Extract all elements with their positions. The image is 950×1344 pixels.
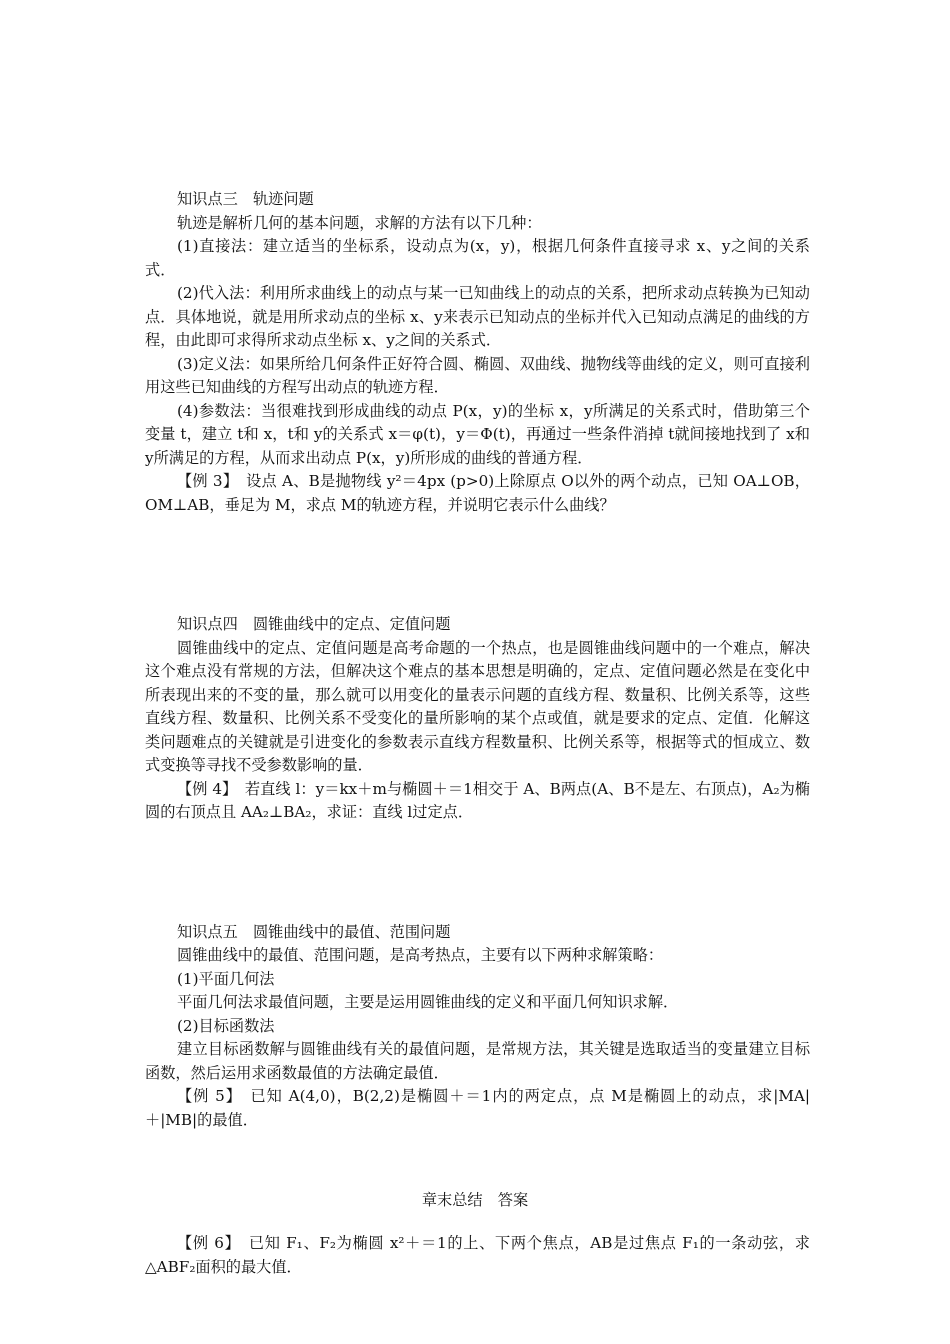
- strategy-2-title: (2)目标函数法: [177, 1016, 275, 1035]
- example-4: 【例 4】 若直线 l：y＝kx＋m与椭圆＋＝1相交于 A、B两点(A、B不是左、右顶点)，A₂为椭圆的右顶点且 AA₂⊥BA₂，求证：直线 l过定点．: [145, 779, 810, 821]
- strategy-2-body: 建立目标函数解与圆锥曲线有关的最值问题，是常规方法，其关键是选取适当的变量建立目标函数，然后运用求函数最值的方法确定最值．: [145, 1040, 810, 1082]
- section-4-body: 圆锥曲线中的定点、定值问题是高考命题的一个热点，也是圆锥曲线问题中的一个难点，解决这个难点没有常规的方法，但解决这个难点的基本思想是明确的，定点、定值问题必然是在变化中所表现出来的不变的量，那么就可以用变化的量表示问题的直线方程、数量积、比例关系等，这些直线方程、数量积、比例关系不受变化的量所影响的某个点或值，就是要求的定点、定值．化解这类问题难点的关键就是引进变化的参数表示直线方程数量积、比例关系等，根据等式的恒成立、数式变换等寻找不受参数影响的量．: [145, 638, 810, 774]
- method-direct: (1)直接法：建立适当的坐标系，设动点为(x，y)，根据几何条件直接寻求 x、y之间的关系式．: [145, 237, 810, 279]
- strategy-1-body: 平面几何法求最值问题，主要是运用圆锥曲线的定义和平面几何知识求解．: [177, 993, 679, 1011]
- example-3: 【例 3】 设点 A、B是抛物线 y²＝4px (p>0)上除原点 O以外的两个动点，已知 OA⊥OB，OM⊥AB，垂足为 M，求点 M的轨迹方程，并说明它表示什么曲线？: [145, 472, 810, 514]
- method-definition: (3)定义法：如果所给几何条件正好符合圆、椭圆、双曲线、抛物线等曲线的定义，则可直接利用这些已知曲线的方程写出动点的轨迹方程．: [145, 354, 810, 396]
- document-body: [145, 188, 810, 1279]
- section-3-intro: 轨迹是解析几何的基本问题，求解的方法有以下几种：: [177, 213, 542, 232]
- method-parameter: (4)参数法：当很难找到形成曲线的动点 P(x，y)的坐标 x，y所满足的关系式时，借助第三个变量 t，建立 t和 x，t和 y的关系式 x＝φ(t)，y＝Φ(t)，再通过一些条件消掉 t就间接地找到了 x和 y所满足的方程，从而求出动点 P(x，y)所形成的曲线的普通方程．: [145, 401, 810, 467]
- method-substitution: (2)代入法：利用所求曲线上的动点与某一已知曲线上的动点的关系，把所求动点转换为已知动点．具体地说，就是用所求动点的坐标 x、y来表示已知动点的坐标并代入已知动点满足的曲线的方程，由此即可求得所求动点坐标 x、y之间的关系式．: [145, 284, 810, 349]
- example-5: 【例 5】 已知 A(4,0)，B(2,2)是椭圆＋＝1内的两定点，点 M是椭圆上的动点，求|MA|＋|MB|的最值．: [145, 1087, 810, 1129]
- section-3-heading: 知识点三 轨迹问题: [177, 190, 314, 208]
- example-6: 【例 6】 已知 F₁、F₂为椭圆 x²＋＝1的上、下两个焦点，AB是过焦点 F₁的一条动弦，求△ABF₂面积的最大值．: [145, 1234, 810, 1276]
- section-5-intro: 圆锥曲线中的最值、范围问题，是高考热点，主要有以下两种求解策略：: [177, 946, 663, 964]
- section-5-heading: 知识点五 圆锥曲线中的最值、范围问题: [177, 922, 451, 941]
- section-4-heading: 知识点四 圆锥曲线中的定点、定值问题: [177, 615, 451, 633]
- strategy-1-title: (1)平面几何法: [177, 969, 275, 988]
- footer-answer-title: 章末总结 答案: [421, 1191, 529, 1209]
